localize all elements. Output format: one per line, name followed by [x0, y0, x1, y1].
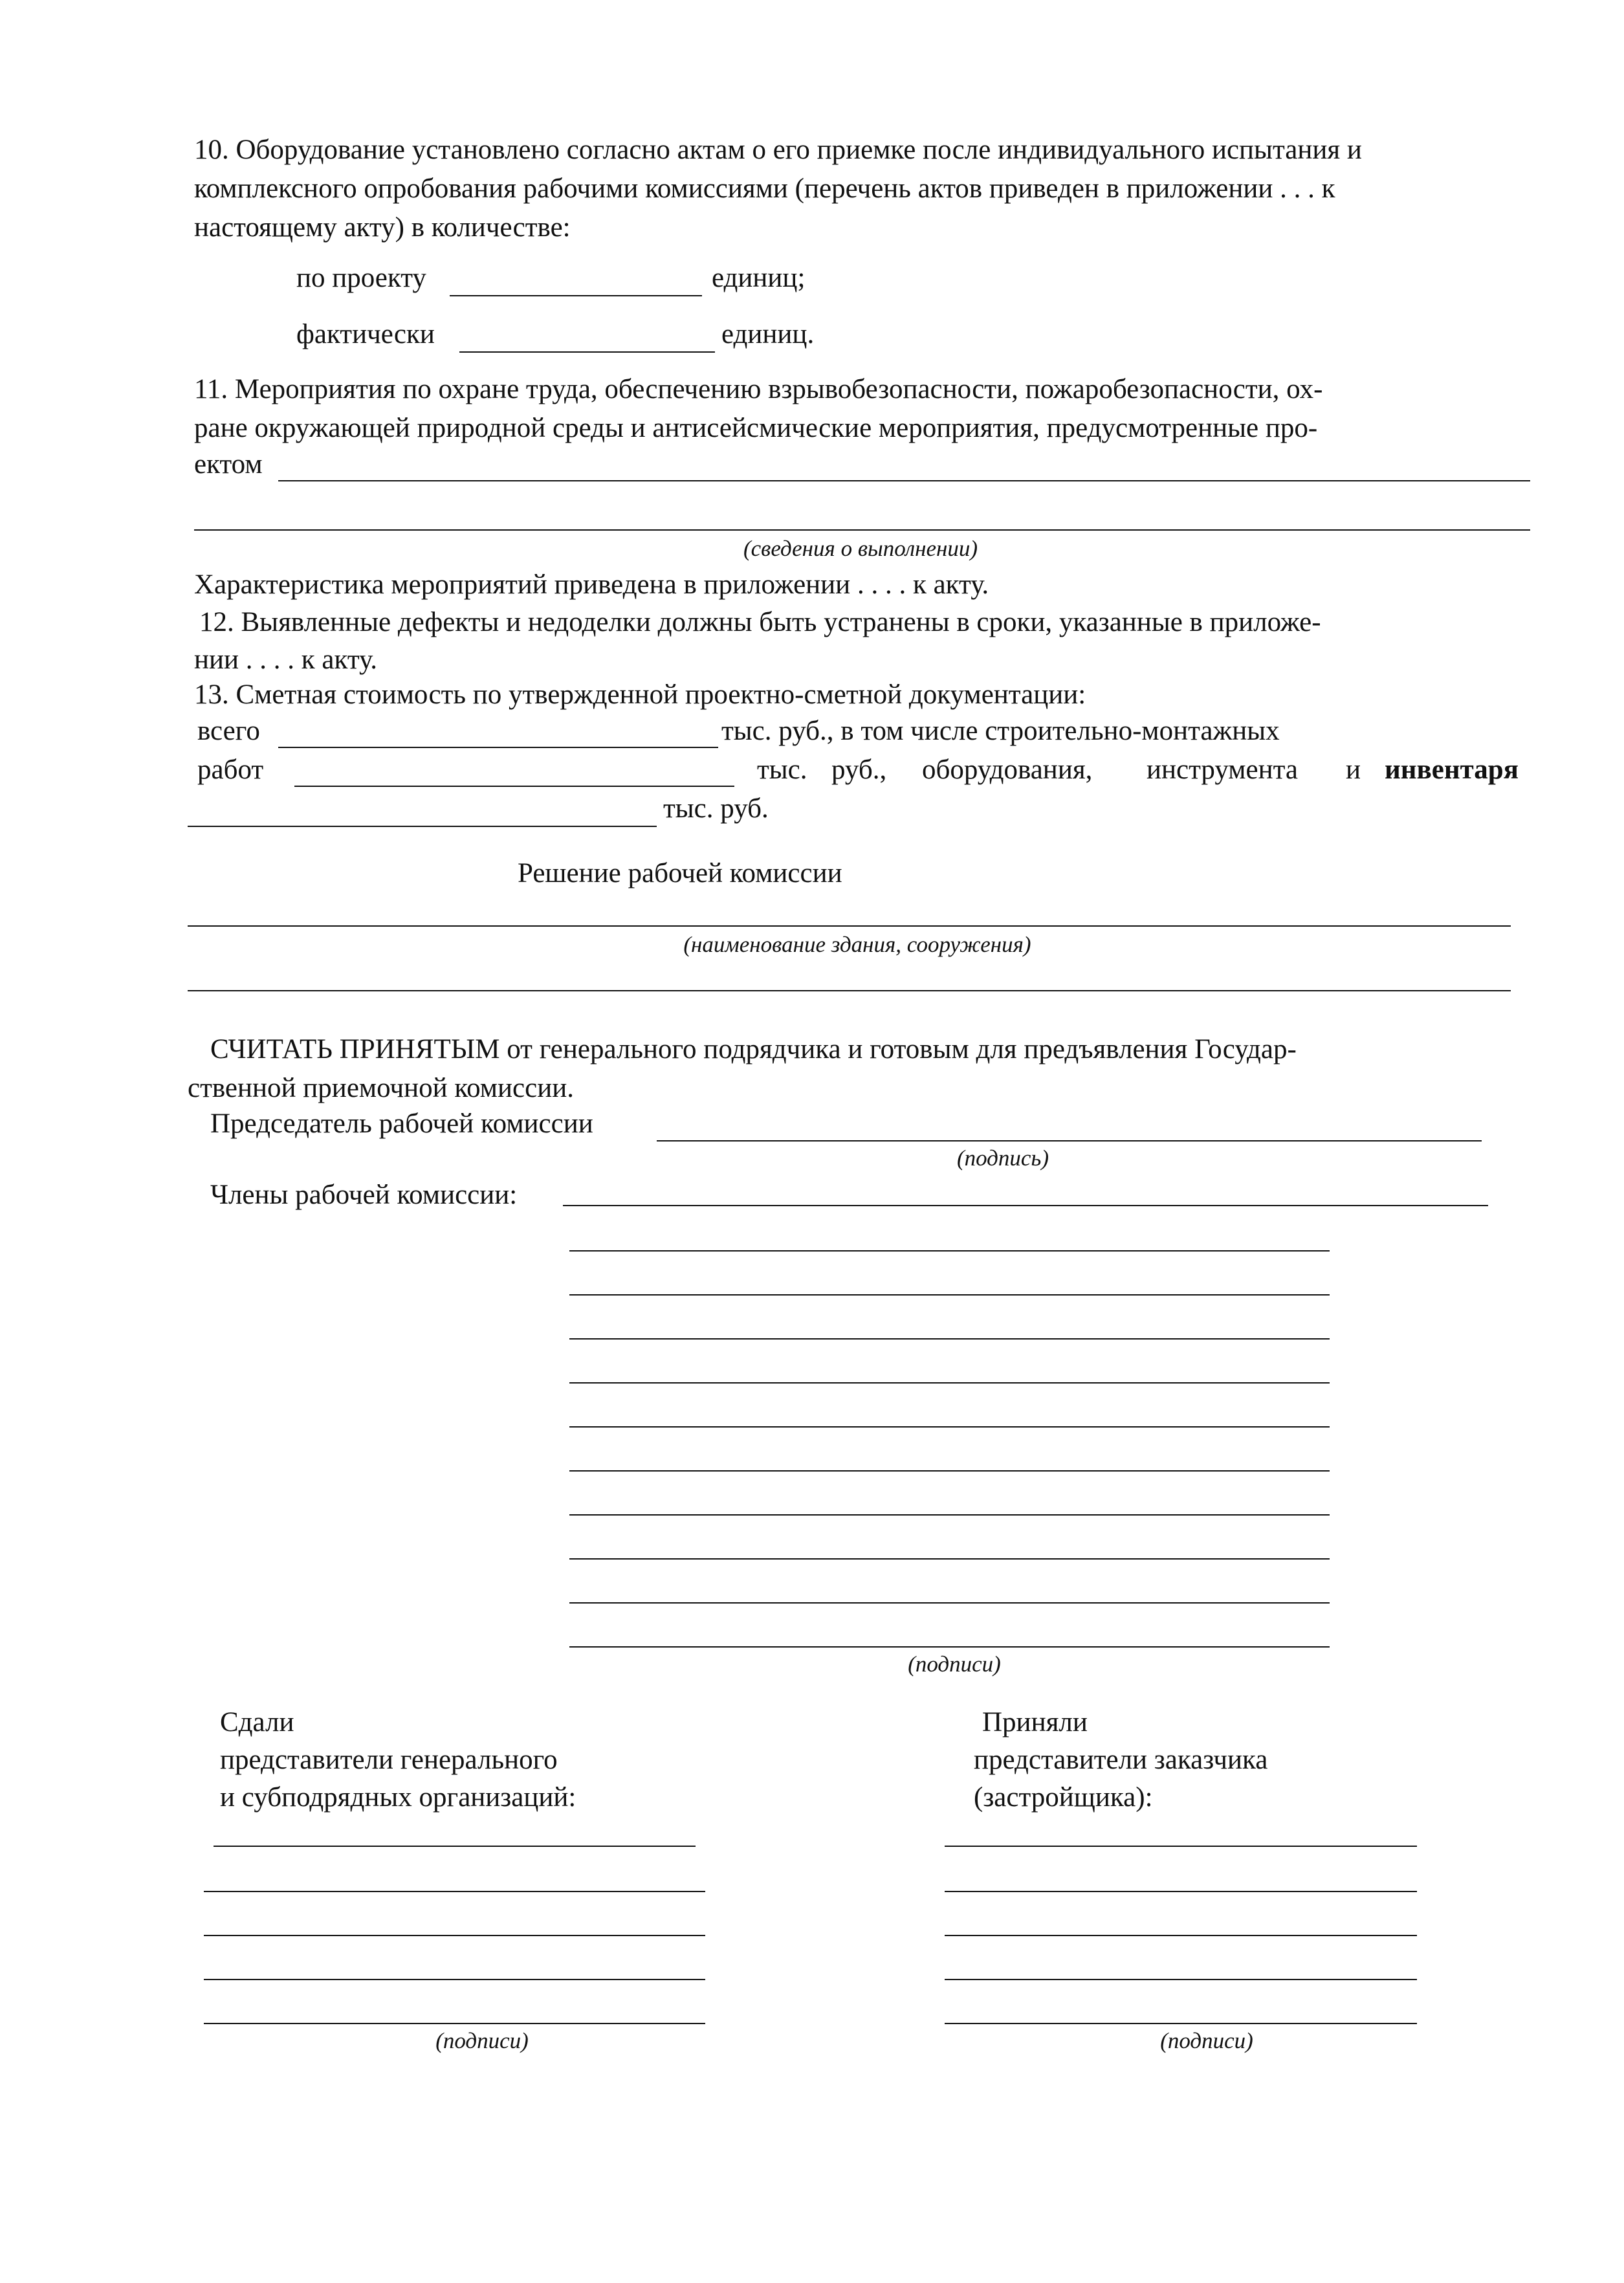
item11-line1: 11. Мероприятия по охране труда, обеспечению взрывобезопасности, пожаробезопасности, ох- — [194, 374, 1323, 404]
item11-line2: ране окружающей природной среды и антисейсмические мероприятия, предусмотренные про- — [194, 413, 1318, 443]
item12-line2: нии . . . . к акту. — [194, 645, 378, 675]
chairman-signature-caption: (подпись) — [956, 1145, 1049, 1171]
object-name-field[interactable] — [188, 925, 1511, 927]
works-suffix-3: оборудования, — [922, 755, 1093, 785]
last-suffix: тыс. руб. — [663, 793, 769, 824]
member-signature-field-9[interactable] — [569, 1558, 1330, 1560]
item11-field-2[interactable] — [194, 529, 1530, 531]
member-signature-field-11[interactable] — [569, 1646, 1330, 1648]
actual-label: фактически — [296, 319, 435, 349]
item11-field-1[interactable] — [278, 480, 1530, 481]
works-suffix-4: инструмента — [1147, 755, 1299, 785]
accepted-line2: представители заказчика — [974, 1745, 1268, 1775]
by-project-label: по проекту — [296, 263, 426, 293]
members-signatures-caption: (подписи) — [908, 1651, 1001, 1677]
member-signature-field-1[interactable] — [563, 1205, 1488, 1206]
member-signature-field-3[interactable] — [569, 1294, 1330, 1296]
handed-over-title: Сдали — [220, 1707, 294, 1737]
total-label: всего — [197, 716, 260, 746]
item12-line1: 12. Выявленные дефекты и недоделки должны быть устранены в сроки, указанные в приложе- — [199, 607, 1321, 637]
actual-field[interactable] — [459, 351, 715, 353]
works-suffix-1: тыс. — [757, 755, 807, 785]
works-label: работ — [197, 755, 264, 785]
chairman-label: Председатель рабочей комиссии — [210, 1108, 593, 1139]
handed-signature-field-4[interactable] — [204, 1979, 705, 1980]
accepted-signatures-caption: (подписи) — [1160, 2028, 1253, 2053]
members-label: Члены рабочей комиссии: — [210, 1180, 518, 1210]
member-signature-field-6[interactable] — [569, 1426, 1330, 1428]
item11-line3: ектом — [194, 449, 263, 480]
accepted-signature-field-1[interactable] — [945, 1846, 1417, 1847]
member-signature-field-7[interactable] — [569, 1470, 1330, 1472]
decision-line1: СЧИТАТЬ ПРИНЯТЫМ от генерального подрядчика и готовым для предъявления Государ- — [210, 1034, 1297, 1064]
item13-line1: 13. Сметная стоимость по утвержденной проектно-сметной документации: — [194, 679, 1086, 710]
handed-signature-field-3[interactable] — [204, 1935, 705, 1936]
item10-line2: комплексного опробования рабочими комиссиями (перечень актов приведен в приложении . . . к — [194, 173, 1335, 204]
handed-signature-field-1[interactable] — [214, 1846, 696, 1847]
accepted-title: Приняли — [982, 1707, 1088, 1737]
handed-signature-field-5[interactable] — [204, 2023, 705, 2024]
decision-line2: ственной приемочной комиссии. — [188, 1073, 574, 1103]
accepted-signature-field-4[interactable] — [945, 1979, 1417, 1980]
handed-signature-field-2[interactable] — [204, 1891, 705, 1892]
member-signature-field-5[interactable] — [569, 1382, 1330, 1384]
total-suffix: тыс. руб., в том числе строительно-монтажных — [721, 716, 1280, 746]
total-field[interactable] — [278, 747, 718, 748]
object-name-caption: (наименование здания, сооружения) — [683, 932, 1031, 957]
member-signature-field-2[interactable] — [569, 1250, 1330, 1252]
accepted-signature-field-3[interactable] — [945, 1935, 1417, 1936]
item11-caption: (сведения о выполнении) — [743, 536, 978, 561]
item11-characteristic: Характеристика мероприятий приведена в приложении . . . . к акту. — [194, 569, 989, 600]
item10-line1: 10. Оборудование установлено согласно актам о его приемке после индивидуального испытания и — [194, 135, 1362, 165]
works-suffix-6: инвентаря — [1385, 755, 1519, 785]
object-name-field-2[interactable] — [188, 990, 1511, 991]
actual-units: единиц. — [721, 319, 815, 349]
handed-over-line2: представители генерального — [220, 1745, 558, 1775]
works-field[interactable] — [294, 786, 734, 787]
chairman-signature-field[interactable] — [657, 1140, 1482, 1142]
member-signature-field-10[interactable] — [569, 1602, 1330, 1604]
accepted-line3: (застройщика): — [974, 1782, 1153, 1813]
works-suffix-2: руб., — [831, 755, 887, 785]
handed-over-line3: и субподрядных организаций: — [220, 1782, 576, 1813]
by-project-field[interactable] — [450, 295, 702, 296]
accepted-signature-field-2[interactable] — [945, 1891, 1417, 1892]
member-signature-field-4[interactable] — [569, 1338, 1330, 1340]
member-signature-field-8[interactable] — [569, 1514, 1330, 1516]
equipment-field[interactable] — [188, 826, 657, 827]
decision-title: Решение рабочей комиссии — [518, 858, 842, 888]
by-project-units: единиц; — [712, 263, 806, 293]
accepted-signature-field-5[interactable] — [945, 2023, 1417, 2024]
handed-signatures-caption: (подписи) — [435, 2028, 529, 2053]
works-suffix-5: и — [1346, 755, 1361, 785]
item10-line3: настоящему акту) в количестве: — [194, 212, 571, 243]
